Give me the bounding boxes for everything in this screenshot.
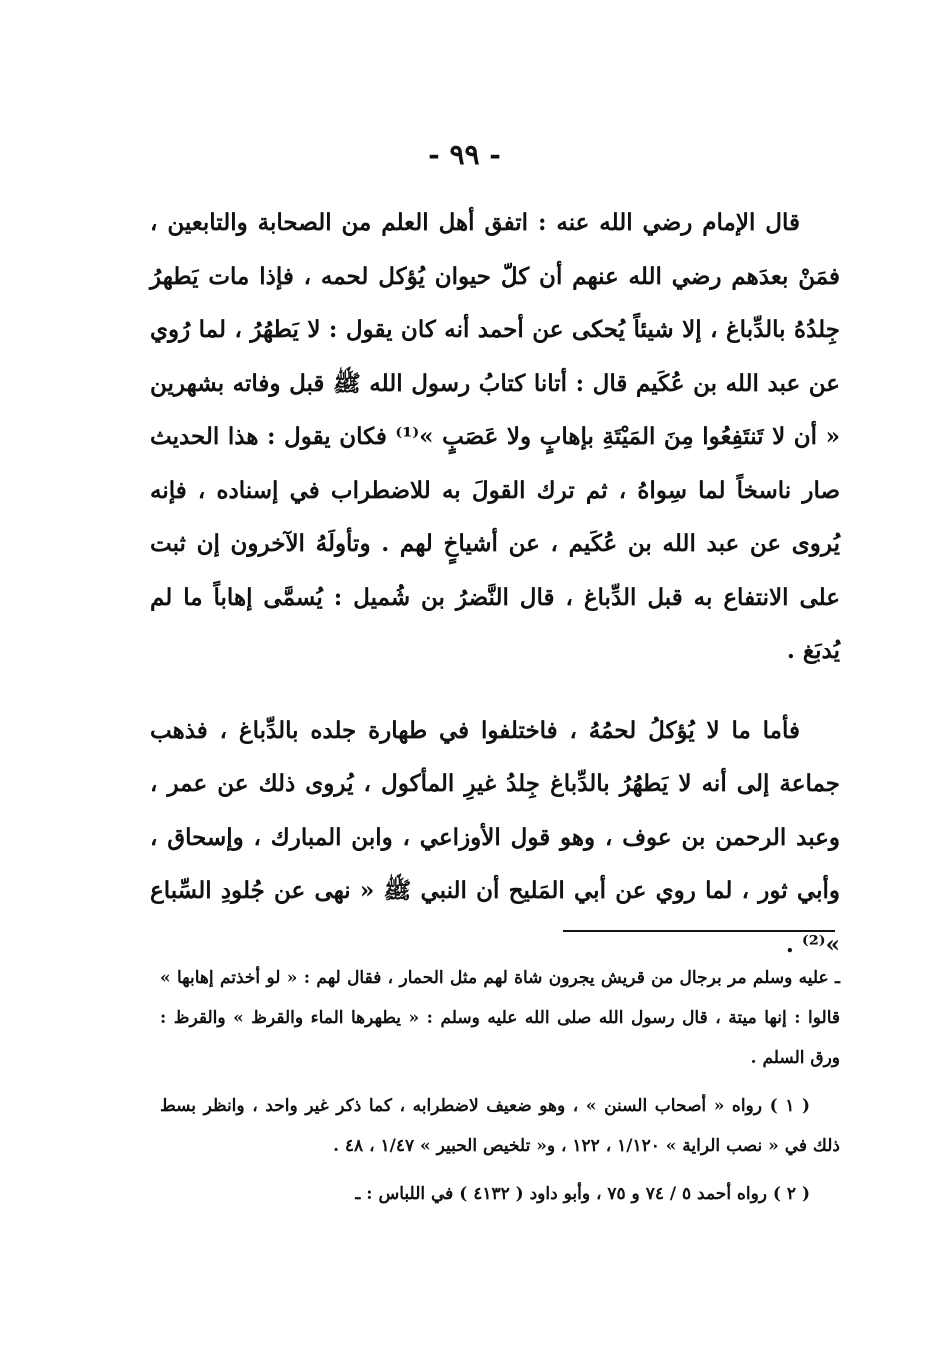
paragraph-2: فأما ما لا يُؤكلُ لحمُهُ ، فاختلفوا في طهارة جلده بالدِّباغ ، فذهب جماعة إلى أنه لا يَطهُرُ بالدِّباغ جِلدُ غيرِ المأكول ، يُروى ذلك عن عمر ، وعبد الرحمن بن عوف ، وهو قول الأوزاعي ، وابن المبارك ، وإسحاق ، وأبي ثور ، لما روي عن أبي المَليح أن النبي ﷺ « نهى عن جُلودِ السِّباع »⁽²⁾ . [150, 716, 840, 958]
footnote-continuation: ـ عليه وسلم مر برجال من قريش يجرون شاة لهم مثل الحمار ، فقال لهم : « لو أخذتم إهابها » قالوا : إنها ميتة ، قال رسول الله صلى الله عليه وسلم : « يطهرها الماء والقرظ » والقرظ : ورق السلم . [160, 968, 840, 1068]
footnote-2: ( ٢ ) رواه أحمد ٥ / ٧٤ و ٧٥ ، وأبو داود ( ٤١٣٢ ) في اللباس : ـ [355, 1184, 810, 1204]
page-number: - ٩٩ - [428, 138, 501, 171]
main-text [150, 196, 840, 971]
paragraph-1: قال الإمام رضي الله عنه : اتفق أهل العلم من الصحابة والتابعين ، فمَنْ بعدَهم رضي الله عنهم أن كلّ حيوان يُؤكل لحمه ، فإذا مات يَطهرُ جِلدُهُ بالدِّباغ ، إلا شيئاً يُحكى عن أحمد أنه كان يقول : لا يَطهُرُ ، لما رُوي عن عبد الله بن عُكَيم قال : أتانا كتابُ رسول الله ﷺ قبل وفاته بشهرين « أن لا تَنتَفِعُوا مِنَ المَيْتَةِ بإهابٍ ولا عَصَبٍ »⁽¹⁾ فكان يقول : هذا الحديث صار ناسخاً لما سِواهُ ، ثم ترك القولَ به للاضطراب في إسناده ، فإنه يُروى عن عبد الله بن عُكَيم ، عن أشياخٍ لهم . وتأولَهُ الآخرون إن ثبت على الانتفاع به قبل الدِّباغ ، قال النَّضرُ بن شُميل : يُسمَّى إهاباً ما لم يُدبَغ . [150, 209, 840, 664]
footnote-divider [563, 930, 835, 932]
footnote-1: ( ١ ) رواه « أصحاب السنن » ، وهو ضعيف لاضطرابه ، كما ذكر غير واحد ، وانظر بسط ذلك في « نصب الراية » ١/١٢٠ ، ١٢٢ ، و« تلخيص الحبير » ١/٤٧ ، ٤٨ . [160, 1096, 840, 1156]
footnotes [160, 958, 840, 1214]
paragraph-gap [150, 678, 840, 704]
